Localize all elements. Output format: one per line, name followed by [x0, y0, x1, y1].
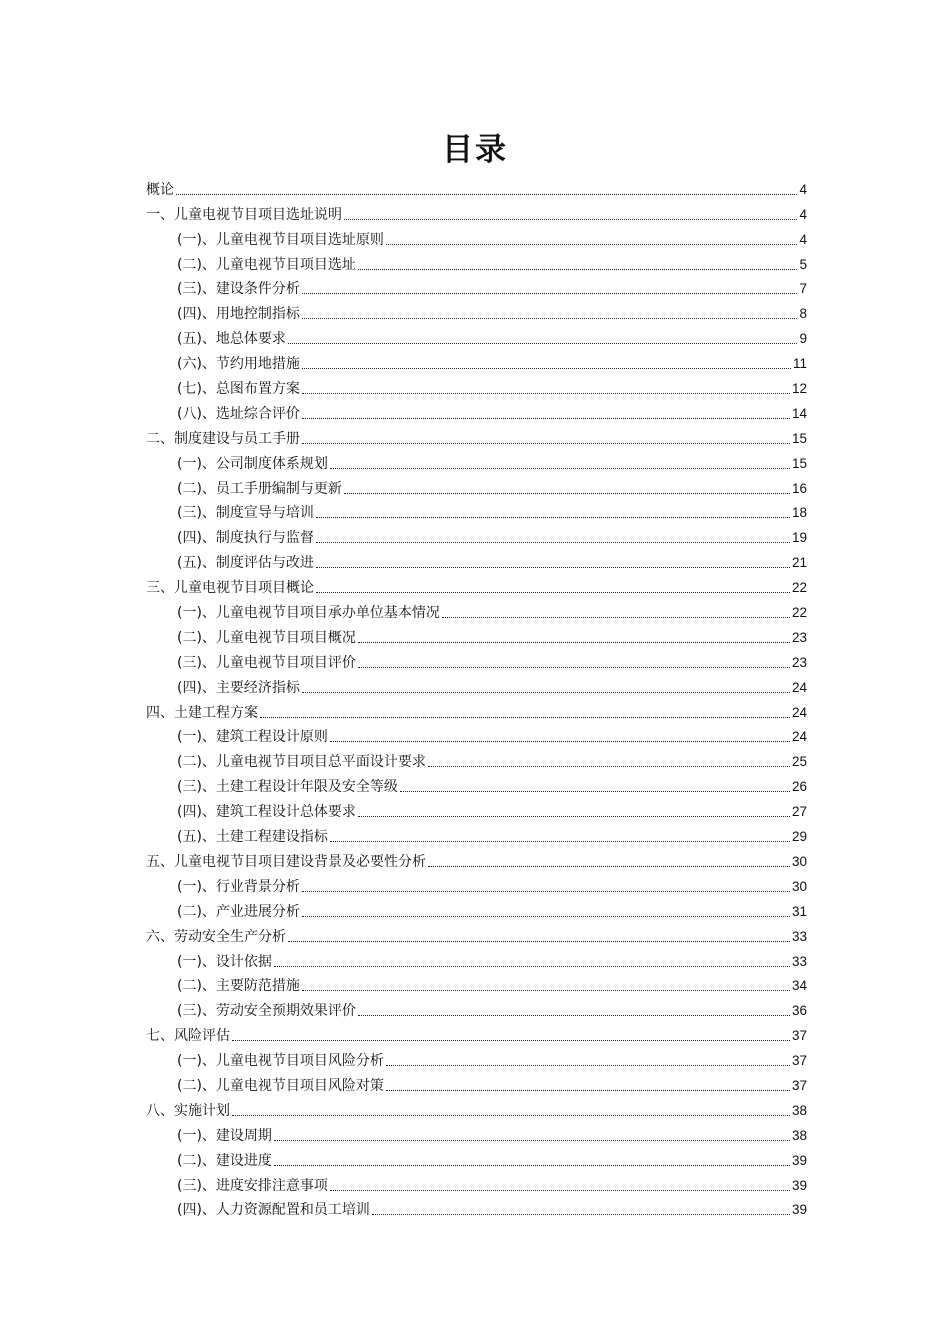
toc-entry[interactable]	[146, 323, 807, 348]
toc-entry[interactable]	[146, 249, 807, 274]
toc-entry-label: (三)、制度宣导与培训	[177, 505, 314, 522]
toc-entry[interactable]	[146, 1045, 807, 1070]
toc-entry-label: (一)、儿童电视节目项目选址原则	[177, 231, 384, 248]
toc-entry-page-number: 31	[791, 903, 807, 919]
toc-entry[interactable]	[146, 1195, 807, 1220]
toc-entry[interactable]	[146, 1070, 807, 1095]
toc-entry-label: (二)、儿童电视节目项目风险对策	[177, 1077, 384, 1094]
toc-entry-page-number: 38	[791, 1102, 807, 1118]
toc-entry[interactable]	[146, 199, 807, 224]
toc-entry[interactable]	[146, 547, 807, 572]
toc-entry[interactable]	[146, 498, 807, 523]
toc-entry-page-number: 24	[791, 679, 807, 695]
toc-entry-label: (二)、建设进度	[177, 1152, 272, 1169]
toc-dot-leader	[316, 517, 790, 518]
toc-entry-page-number: 39	[791, 1202, 807, 1218]
toc-entry[interactable]	[146, 398, 807, 423]
toc-dot-leader	[358, 1015, 790, 1016]
toc-entry-label: 三、儿童电视节目项目概论	[146, 580, 314, 597]
toc-dot-leader	[302, 368, 791, 369]
toc-entry[interactable]	[146, 448, 807, 473]
toc-dot-leader	[274, 966, 790, 967]
toc-dot-leader	[232, 1040, 790, 1041]
toc-entry-label: (二)、儿童电视节目项目概况	[177, 629, 356, 646]
toc-dot-leader	[302, 990, 790, 991]
toc-dot-leader	[260, 717, 790, 718]
toc-entry-page-number: 18	[791, 505, 807, 521]
toc-entry-label: (三)、进度安排注意事项	[177, 1177, 328, 1194]
toc-entry[interactable]	[146, 771, 807, 796]
toc-dot-leader	[176, 194, 797, 195]
table-of-contents	[146, 174, 807, 1219]
toc-entry-page-number: 22	[791, 580, 807, 596]
toc-entry[interactable]	[146, 672, 807, 697]
toc-entry[interactable]	[146, 473, 807, 498]
toc-entry-page-number: 30	[791, 853, 807, 869]
toc-entry-label: (二)、员工手册编制与更新	[177, 480, 342, 497]
toc-dot-leader	[358, 269, 798, 270]
toc-entry-label: 五、儿童电视节目项目建设背景及必要性分析	[146, 853, 426, 870]
toc-entry-page-number: 37	[791, 1053, 807, 1069]
toc-entry-label: (一)、行业背景分析	[177, 878, 300, 895]
toc-dot-leader	[358, 667, 790, 668]
toc-entry[interactable]	[146, 946, 807, 971]
toc-entry-page-number: 33	[791, 953, 807, 969]
toc-entry[interactable]	[146, 796, 807, 821]
toc-title: 目录	[442, 132, 508, 168]
toc-entry[interactable]	[146, 597, 807, 622]
toc-dot-leader	[400, 791, 790, 792]
toc-entry[interactable]	[146, 697, 807, 722]
toc-dot-leader	[302, 393, 790, 394]
toc-dot-leader	[358, 642, 790, 643]
toc-entry-page-number: 37	[791, 1077, 807, 1093]
toc-entry[interactable]	[146, 572, 807, 597]
toc-dot-leader	[428, 766, 790, 767]
toc-entry-page-number: 36	[791, 1003, 807, 1019]
toc-entry-page-number: 25	[791, 754, 807, 770]
toc-entry-label: (二)、儿童电视节目项目总平面设计要求	[177, 754, 426, 771]
toc-entry-label: (六)、节约用地措施	[177, 356, 300, 373]
toc-entry-page-number: 34	[791, 978, 807, 994]
toc-dot-leader	[302, 443, 790, 444]
toc-entry-label: (七)、总图布置方案	[177, 381, 300, 398]
toc-entry-label: (二)、产业进展分析	[177, 903, 300, 920]
toc-entry[interactable]	[146, 174, 807, 199]
toc-entry[interactable]	[146, 1120, 807, 1145]
toc-entry-page-number: 15	[791, 430, 807, 446]
toc-entry-label: (一)、儿童电视节目项目风险分析	[177, 1053, 384, 1070]
toc-entry-label: (三)、劳动安全预期效果评价	[177, 1003, 356, 1020]
toc-entry[interactable]	[146, 522, 807, 547]
toc-entry-label: 概论	[146, 181, 174, 198]
toc-dot-leader	[330, 841, 790, 842]
toc-entry-page-number: 16	[791, 480, 807, 496]
toc-entry[interactable]	[146, 1170, 807, 1195]
toc-entry-label: (一)、设计依据	[177, 953, 272, 970]
toc-dot-leader	[274, 1165, 790, 1166]
toc-dot-leader	[288, 343, 798, 344]
toc-entry-label: (四)、人力资源配置和员工培训	[177, 1202, 370, 1219]
toc-entry-label: (五)、地总体要求	[177, 331, 286, 348]
toc-entry[interactable]	[146, 846, 807, 871]
toc-entry-label: (四)、制度执行与监督	[177, 530, 314, 547]
toc-dot-leader	[302, 418, 790, 419]
toc-entry-page-number: 4	[799, 231, 807, 247]
toc-dot-leader	[316, 567, 790, 568]
toc-entry-label: 八、实施计划	[146, 1102, 230, 1119]
toc-entry[interactable]	[146, 1145, 807, 1170]
toc-dot-leader	[274, 1140, 790, 1141]
toc-entry-page-number: 4	[799, 181, 807, 197]
toc-dot-leader	[386, 1065, 790, 1066]
toc-entry-label: (二)、主要防范措施	[177, 978, 300, 995]
toc-entry-label: 六、劳动安全生产分析	[146, 928, 286, 945]
toc-entry-page-number: 39	[791, 1177, 807, 1193]
toc-entry-page-number: 21	[791, 555, 807, 571]
toc-entry[interactable]	[146, 274, 807, 299]
toc-entry-page-number: 39	[791, 1152, 807, 1168]
toc-dot-leader	[372, 1214, 790, 1215]
toc-entry[interactable]	[146, 921, 807, 946]
toc-dot-leader	[386, 244, 798, 245]
toc-entry-page-number: 27	[791, 804, 807, 820]
toc-entry[interactable]	[146, 1095, 807, 1120]
toc-entry[interactable]	[146, 746, 807, 771]
toc-entry-label: (一)、建设周期	[177, 1127, 272, 1144]
toc-dot-leader	[358, 816, 790, 817]
toc-entry-page-number: 7	[799, 281, 807, 297]
toc-entry-label: (一)、建筑工程设计原则	[177, 729, 328, 746]
toc-entry[interactable]	[146, 298, 807, 323]
toc-entry-label: (四)、用地控制指标	[177, 306, 300, 323]
toc-entry-page-number: 9	[799, 331, 807, 347]
toc-entry-page-number: 24	[791, 729, 807, 745]
toc-entry[interactable]	[146, 224, 807, 249]
toc-entry-label: 四、土建工程方案	[146, 704, 258, 721]
toc-dot-leader	[316, 592, 790, 593]
toc-entry[interactable]	[146, 647, 807, 672]
toc-entry[interactable]	[146, 622, 807, 647]
toc-dot-leader	[232, 1115, 790, 1116]
toc-entry-label: (八)、选址综合评价	[177, 405, 300, 422]
toc-entry-label: (二)、儿童电视节目项目选址	[177, 256, 356, 273]
toc-entry[interactable]	[146, 722, 807, 747]
toc-dot-leader	[302, 318, 798, 319]
toc-entry-page-number: 38	[791, 1127, 807, 1143]
toc-entry[interactable]	[146, 373, 807, 398]
toc-dot-leader	[344, 219, 797, 220]
toc-entry-page-number: 29	[791, 829, 807, 845]
toc-entry-page-number: 24	[791, 704, 807, 720]
toc-entry[interactable]	[146, 995, 807, 1020]
toc-entry-label: (三)、土建工程设计年限及安全等级	[177, 779, 398, 796]
toc-entry-label: 一、儿童电视节目项目选址说明	[146, 206, 342, 223]
toc-dot-leader	[386, 1090, 790, 1091]
toc-dot-leader	[330, 468, 790, 469]
toc-entry-page-number: 11	[792, 356, 807, 372]
toc-dot-leader	[302, 692, 790, 693]
toc-entry-label: (三)、儿童电视节目项目评价	[177, 654, 356, 671]
toc-entry[interactable]	[146, 971, 807, 996]
toc-dot-leader	[302, 891, 790, 892]
toc-entry[interactable]	[146, 871, 807, 896]
toc-dot-leader	[302, 916, 790, 917]
toc-dot-leader	[330, 1190, 790, 1191]
toc-dot-leader	[428, 866, 790, 867]
toc-dot-leader	[316, 542, 790, 543]
toc-dot-leader	[288, 941, 790, 942]
toc-entry-page-number: 26	[791, 779, 807, 795]
toc-entry[interactable]	[146, 1020, 807, 1045]
toc-entry[interactable]	[146, 348, 807, 373]
toc-entry-page-number: 23	[791, 629, 807, 645]
toc-entry[interactable]	[146, 423, 807, 448]
toc-entry-page-number: 30	[791, 878, 807, 894]
toc-entry-page-number: 5	[799, 256, 807, 272]
toc-entry-page-number: 12	[791, 381, 807, 397]
toc-entry[interactable]	[146, 896, 807, 921]
toc-entry-page-number: 22	[791, 605, 807, 621]
toc-entry-label: 七、风险评估	[146, 1028, 230, 1045]
toc-entry-label: (一)、儿童电视节目项目承办单位基本情况	[177, 605, 440, 622]
toc-entry-label: (三)、建设条件分析	[177, 281, 300, 298]
toc-entry-page-number: 33	[791, 928, 807, 944]
toc-entry-label: (五)、制度评估与改进	[177, 555, 314, 572]
toc-entry-page-number: 14	[791, 405, 807, 421]
toc-entry-label: (一)、公司制度体系规划	[177, 455, 328, 472]
toc-entry-label: (四)、主要经济指标	[177, 679, 300, 696]
toc-entry-label: 二、制度建设与员工手册	[146, 430, 300, 447]
toc-entry-page-number: 23	[791, 654, 807, 670]
toc-entry-page-number: 4	[799, 206, 807, 222]
toc-entry-page-number: 8	[799, 306, 807, 322]
toc-dot-leader	[442, 617, 790, 618]
toc-dot-leader	[330, 741, 790, 742]
toc-entry-label: (五)、土建工程建设指标	[177, 829, 328, 846]
toc-entry-page-number: 19	[791, 530, 807, 546]
toc-entry[interactable]	[146, 821, 807, 846]
toc-dot-leader	[344, 493, 790, 494]
toc-entry-page-number: 15	[791, 455, 807, 471]
toc-dot-leader	[302, 293, 798, 294]
toc-entry-label: (四)、建筑工程设计总体要求	[177, 804, 356, 821]
toc-entry-page-number: 37	[791, 1028, 807, 1044]
